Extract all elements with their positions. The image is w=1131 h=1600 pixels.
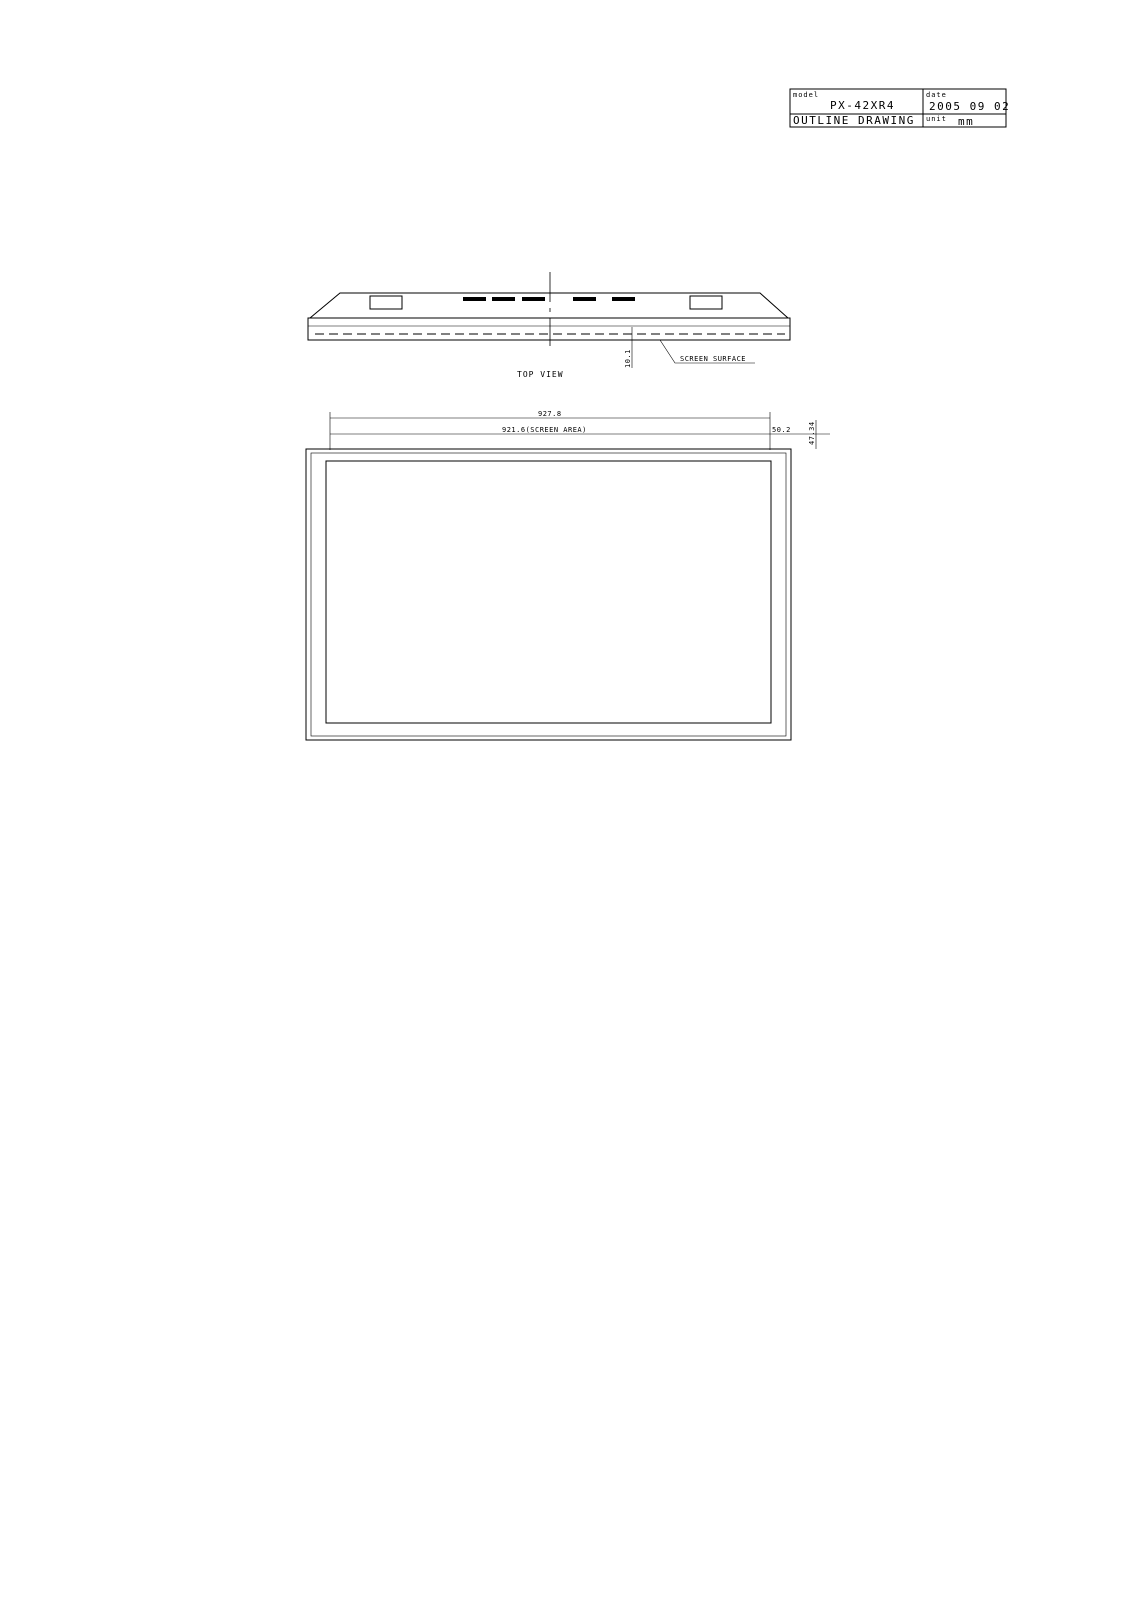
top-view-label: TOP VIEW [517, 370, 564, 379]
dim-top-depth: 10.1 [624, 349, 632, 368]
unit-value: mm [958, 115, 975, 128]
top-view [308, 272, 790, 379]
drawing-date: 2005 09 02 [929, 100, 1011, 113]
dim-screen-width: 921.6(SCREEN AREA) [502, 426, 587, 434]
title-block [790, 89, 1010, 128]
dim-50-2: 50.2 [772, 426, 791, 434]
model-number: PX-42XR4 [830, 99, 895, 112]
dim-927-8: 927.8 [538, 410, 562, 418]
unit-label: unit [926, 115, 947, 123]
screen-surface-callout: SCREEN SURFACE [680, 355, 747, 363]
drawing-type: OUTLINE DRAWING [793, 114, 915, 127]
date-label: date [926, 91, 947, 99]
model-label: model [793, 91, 820, 99]
dim-47-34: 47.34 [808, 421, 816, 445]
